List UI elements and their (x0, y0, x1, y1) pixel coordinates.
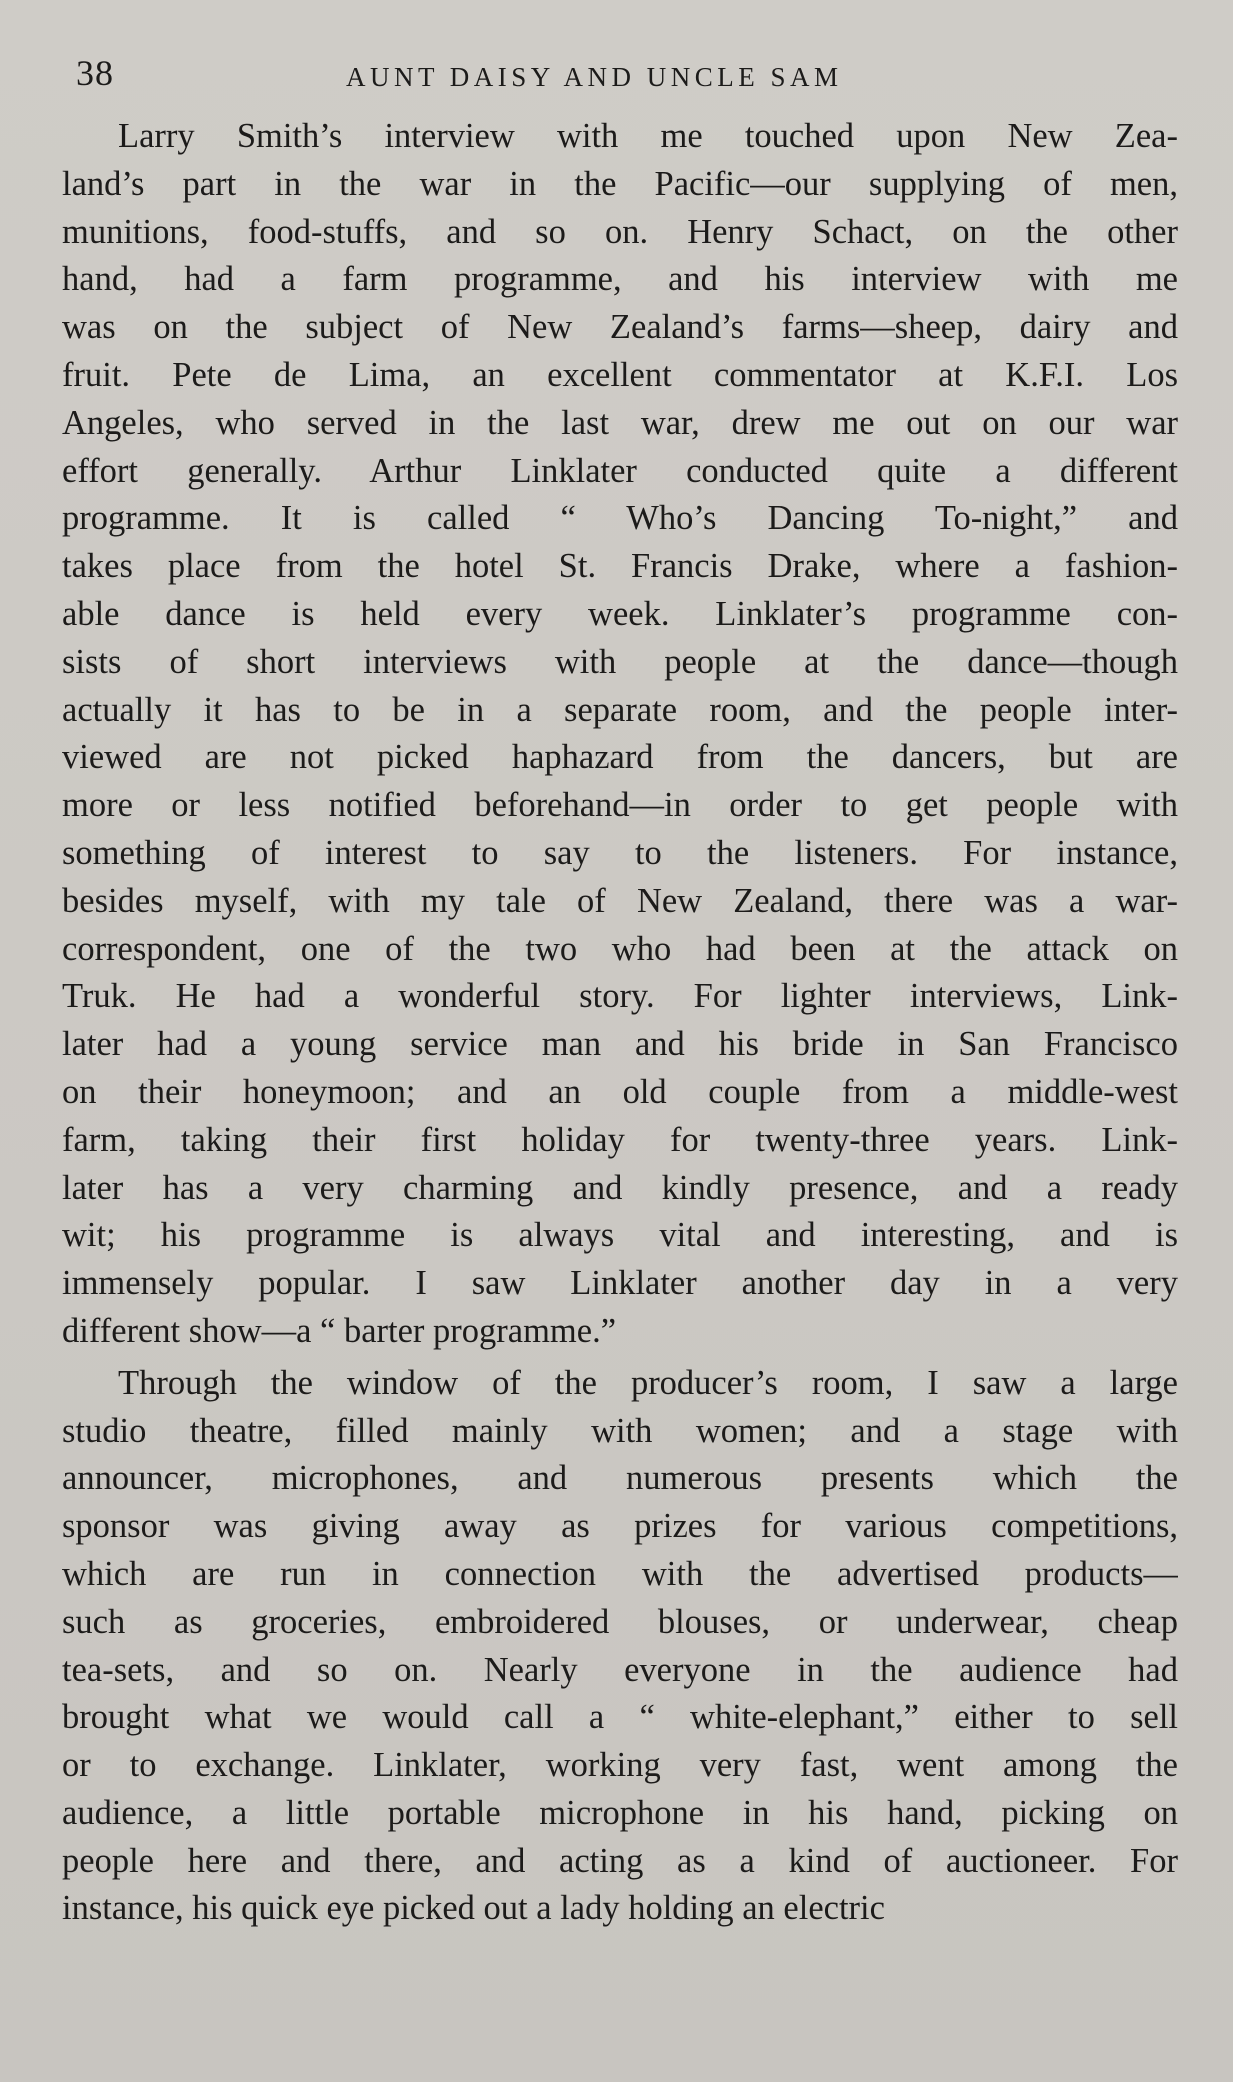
text-line: studio theatre, filled mainly with women; and a stage with (62, 1411, 1178, 1450)
running-head (76, 52, 1186, 100)
text-line: on their honeymoon; and an old couple from a middle-west (62, 1072, 1178, 1111)
text-line: brought what we would call a “ white-elephant,” either to sell (62, 1698, 1178, 1737)
text-line: fruit. Pete de Lima, an excellent commentator at K.F.I. Los (62, 355, 1178, 394)
text-line: Angeles, who served in the last war, drew me out on our war (62, 403, 1178, 442)
paragraph (62, 113, 1178, 1356)
text-line: was on the subject of New Zealand’s farms—sheep, dairy and (62, 308, 1178, 347)
text-line: munitions, food-stuffs, and so on. Henry Schact, on the other (62, 212, 1178, 251)
text-line: different show—a “ barter programme.” (62, 1311, 617, 1350)
text-line: farm, taking their first holiday for twenty-three years. Link- (62, 1120, 1178, 1159)
text-line: effort generally. Arthur Linklater conducted quite a different (62, 451, 1178, 490)
body-text (62, 113, 1178, 1933)
text-line: announcer, microphones, and numerous presents which the (62, 1459, 1178, 1498)
text-line: sists of short interviews with people at the dance—though (62, 642, 1178, 681)
text-line: which are run in connection with the advertised products— (62, 1554, 1178, 1593)
text-line: later had a young service man and his bride in San Francisco (62, 1025, 1178, 1064)
text-line: Through the window of the producer’s room, I saw a large (118, 1363, 1178, 1402)
text-line: land’s part in the war in the Pacific—our supplying of men, (62, 164, 1178, 203)
text-line: such as groceries, embroidered blouses, or underwear, cheap (62, 1602, 1178, 1641)
text-line: able dance is held every week. Linklater’s programme con- (62, 594, 1178, 633)
text-line: Truk. He had a wonderful story. For lighter interviews, Link- (62, 977, 1178, 1016)
text-line: or to exchange. Linklater, working very fast, went among the (62, 1746, 1178, 1785)
text-line: wit; his programme is always vital and interesting, and is (62, 1216, 1178, 1255)
paragraph (62, 1360, 1178, 1934)
text-line: something of interest to say to the listeners. For instance, (62, 833, 1178, 872)
text-line: besides myself, with my tale of New Zealand, there was a war- (62, 881, 1178, 920)
text-line: takes place from the hotel St. Francis Drake, where a fashion- (62, 547, 1178, 586)
text-line: programme. It is called “ Who’s Dancing To-night,” and (62, 499, 1178, 538)
text-line: instance, his quick eye picked out a lady holding an electric (62, 1889, 885, 1928)
text-line: actually it has to be in a separate room, and the people inter- (62, 690, 1178, 729)
running-title: AUNT DAISY AND UNCLE SAM (346, 62, 843, 92)
text-line: later has a very charming and kindly presence, and a ready (62, 1168, 1178, 1207)
text-line: immensely popular. I saw Linklater another day in a very (62, 1264, 1178, 1303)
page-number: 38 (76, 53, 114, 93)
text-line: audience, a little portable microphone in his hand, picking on (62, 1793, 1178, 1832)
text-line: correspondent, one of the two who had been at the attack on (62, 929, 1178, 968)
text-line: hand, had a farm programme, and his interview with me (62, 260, 1178, 299)
text-line: sponsor was giving away as prizes for various competitions, (62, 1507, 1178, 1546)
text-line: people here and there, and acting as a kind of auctioneer. For (62, 1841, 1178, 1880)
text-line: tea-sets, and so on. Nearly everyone in the audience had (62, 1650, 1178, 1689)
text-line: viewed are not picked haphazard from the dancers, but are (62, 738, 1178, 777)
text-line: Larry Smith’s interview with me touched upon New Zea- (118, 117, 1178, 155)
text-line: more or less notified beforehand—in order to get people with (62, 786, 1178, 825)
